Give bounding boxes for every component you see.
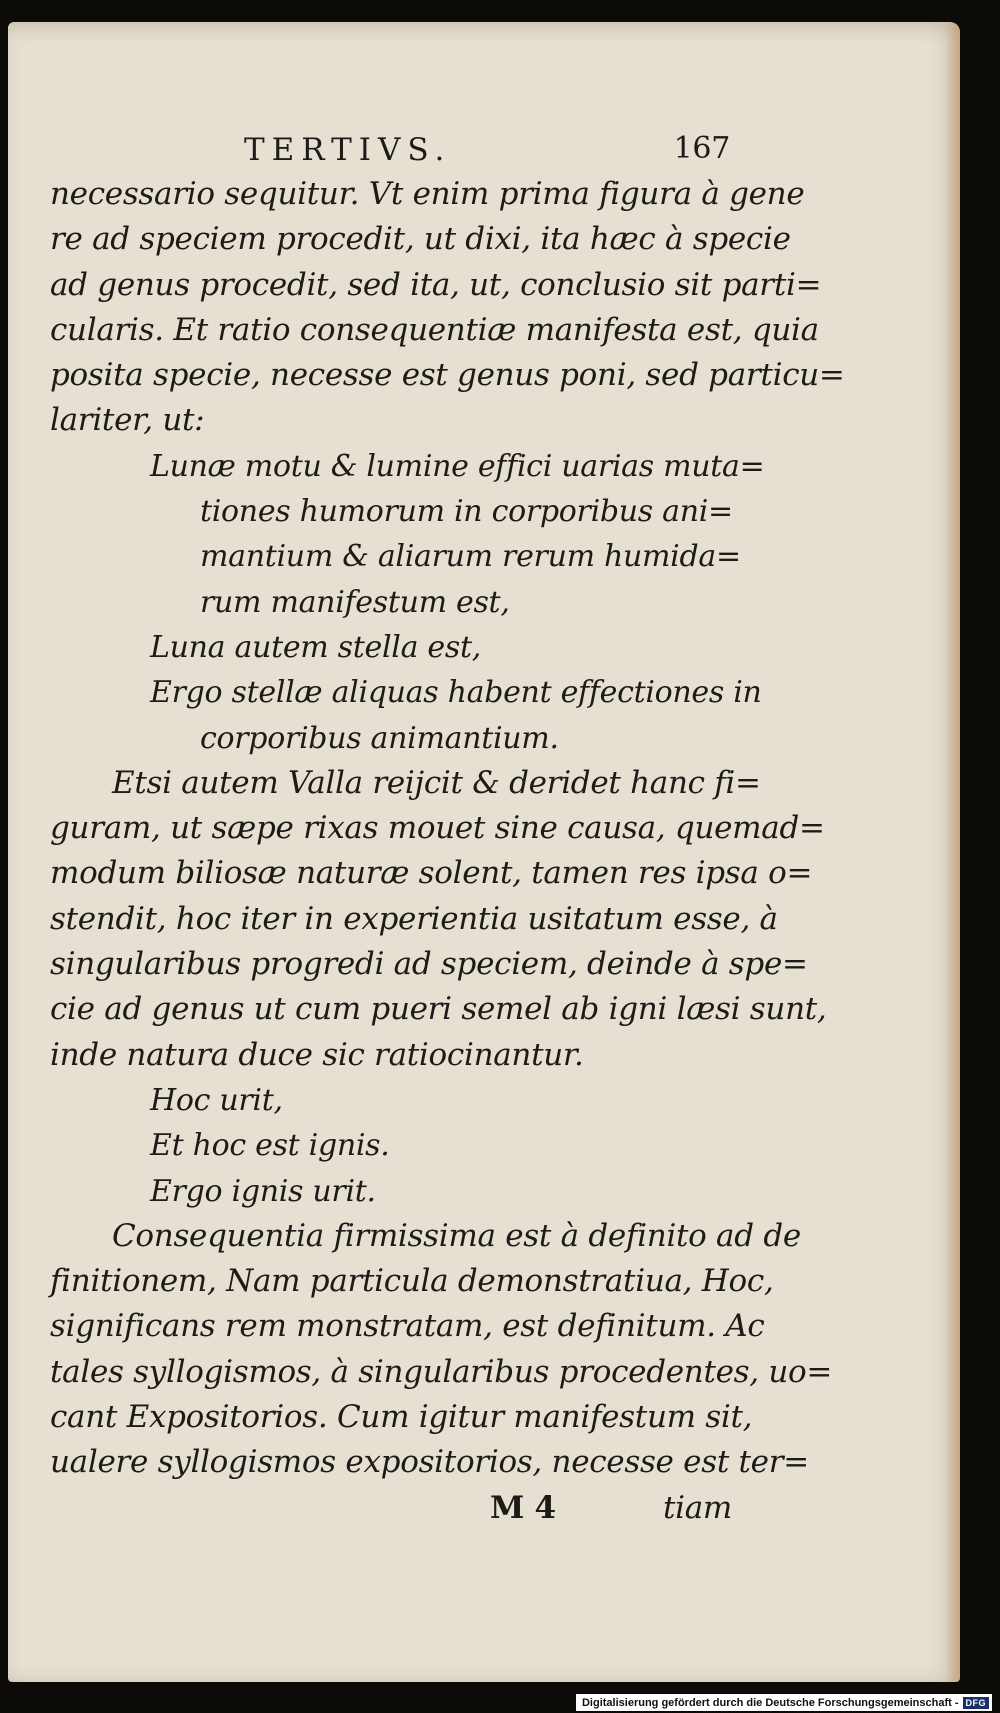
text-line: re ad speciem procedit, ut dixi, ita hæc à specie: [50, 221, 791, 258]
paragraph-first-line: Etsi autem Valla reijcit & deridet hanc fi=: [112, 764, 761, 801]
funding-text: Digitalisierung gefördert durch die Deutsche Forschungsgemeinschaft -: [581, 1696, 959, 1709]
text-line: necessario sequitur. Vt enim prima figura à gene: [50, 176, 805, 212]
funding-footer: [576, 1694, 992, 1711]
syllogism-line: corporibus animantium.: [200, 720, 559, 756]
syllogism-conclusion: Ergo stellæ aliquas habent effectiones in: [150, 675, 762, 711]
paragraph-first-line: Consequentia firmissima est à definito ad de: [112, 1217, 801, 1254]
text-line: cant Expositorios. Cum igitur manifestum sit,: [50, 1399, 753, 1436]
syllogism-major-premise: Lunæ motu & lumine effici uarias muta=: [150, 448, 765, 484]
example-conclusion: Ergo ignis urit.: [150, 1173, 376, 1209]
catchline: [50, 1486, 740, 1534]
catchword: tiam: [662, 1489, 732, 1526]
page-text: [50, 126, 845, 1534]
text-line: tales syllogismos, à singularibus procedentes, uo=: [50, 1353, 833, 1390]
example-premise: Hoc urit,: [150, 1082, 283, 1118]
syllogism-line: rum manifestum est,: [200, 584, 510, 620]
running-head-title: TERTIVS.: [244, 132, 452, 168]
running-head: [50, 126, 740, 172]
text-line: significans rem monstratam, est definitum. Ac: [50, 1308, 765, 1345]
dfg-logo: DFG: [963, 1697, 990, 1709]
syllogism-minor-premise: Luna autem stella est,: [150, 629, 481, 665]
page-number: 167: [673, 131, 730, 166]
text-line: modum biliosæ naturæ solent, tamen res ipsa o=: [50, 855, 813, 892]
book-page: [8, 22, 960, 1682]
text-line: singularibus progredi ad speciem, deinde à spe=: [50, 946, 808, 983]
text-line: lariter, ut:: [50, 402, 205, 439]
text-line: inde natura duce sic ratiocinantur.: [50, 1036, 584, 1073]
text-line: cularis. Et ratio consequentiæ manifesta est, quia: [50, 311, 819, 348]
text-line: posita specie, necesse est genus poni, sed particu=: [50, 357, 845, 394]
text-line: guram, ut sæpe rixas mouet sine causa, quemad=: [50, 810, 825, 847]
example-premise: Et hoc est ignis.: [150, 1128, 390, 1164]
text-line: ad genus procedit, sed ita, ut, conclusio sit parti=: [50, 266, 822, 303]
text-line: cie ad genus ut cum pueri semel ab igni læsi sunt,: [50, 991, 827, 1028]
signature-mark: M 4: [490, 1489, 556, 1526]
syllogism-line: mantium & aliarum rerum humida=: [200, 539, 741, 575]
text-line: stendit, hoc iter in experientia usitatum esse, à: [50, 900, 778, 937]
text-line: ualere syllogismos expositorios, necesse est ter=: [50, 1444, 809, 1481]
page-edge-shadow: [946, 22, 960, 1682]
text-line: finitionem, Nam particula demonstratiua, Hoc,: [50, 1263, 774, 1300]
syllogism-line: tiones humorum in corporibus ani=: [200, 494, 733, 530]
